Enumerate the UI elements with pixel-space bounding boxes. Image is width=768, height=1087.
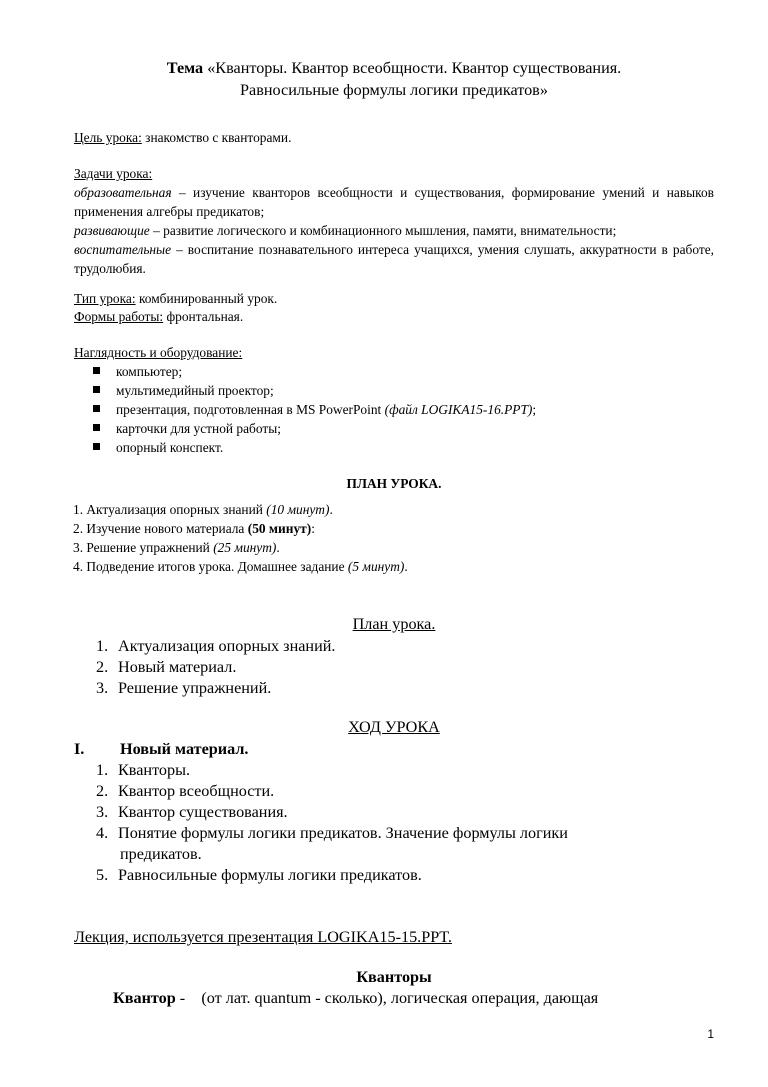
work-form: Формы работы: фронтальная.	[74, 309, 244, 324]
goal-text: знакомство с кванторами.	[141, 130, 292, 145]
plan-item: 2. Изучение нового материала (50 минут):	[73, 521, 315, 536]
plan2-heading: План урока.	[352, 615, 436, 633]
course-heading: ХОД УРОКА	[348, 718, 440, 736]
lesson-tasks	[74, 164, 714, 278]
tasks-label: Задачи урока:	[74, 166, 153, 181]
lecture-note: Лекция, используется презентация LOGIKA15-15.PPT.	[74, 928, 452, 946]
plan-list	[73, 500, 713, 576]
section-number: I.	[74, 740, 85, 758]
task-developing: развивающие – развитие логического и комбинационного мышления, памяти, внимательности;	[74, 223, 617, 238]
equipment-item: карточки для устной работы;	[93, 419, 281, 438]
plan-heading: ПЛАН УРОКА.	[346, 476, 442, 491]
plan-item: 3. Решение упражнений (25 минут).	[73, 540, 280, 555]
plan-item: 1. Актуализация опорных знаний (10 минут).	[73, 502, 333, 517]
task-educational: образовательная – изучение кванторов всеобщности и существования, формирование умений и навыков применения алгебры предикатов;	[74, 185, 714, 219]
title-line-1: «Кванторы. Квантор всеобщности. Квантор существования.	[203, 59, 622, 77]
goal-label: Цель урока:	[74, 130, 142, 145]
course-item-continuation: предикатов.	[120, 845, 202, 863]
title-label: Тема	[166, 59, 204, 77]
document-title	[74, 57, 714, 101]
equipment-label: Наглядность и оборудование:	[74, 345, 243, 360]
page-number: 1	[707, 1027, 714, 1041]
quantors-heading: Кванторы	[356, 968, 432, 986]
course-item: 3. Квантор существования.	[96, 803, 288, 821]
plan2-item: 2. Новый материал.	[96, 658, 237, 676]
plan-item: 4. Подведение итогов урока. Домашнее задание (5 минут).	[73, 559, 408, 574]
course-item: 4. Понятие формулы логики предикатов. Значение формулы логики	[96, 824, 568, 842]
equipment-item: опорный конспект.	[93, 438, 223, 457]
bullet-icon	[93, 367, 100, 374]
lesson-goal	[74, 128, 714, 147]
bullet-icon	[93, 386, 100, 393]
quantors-definition: Квантор - (от лат. quantum - сколько), логическая операция, дающая	[113, 989, 599, 1007]
equipment-item: презентация, подготовленная в MS PowerPoint (файл LOGIKA15-16.PPT);	[93, 400, 536, 419]
plan2-item: 3. Решение упражнений.	[96, 679, 272, 697]
course-item: 1. Кванторы.	[96, 761, 191, 779]
bullet-icon	[93, 424, 100, 431]
course-item: 2. Квантор всеобщности.	[96, 782, 275, 800]
bullet-icon	[93, 443, 100, 450]
plan2-item: 1. Актуализация опорных знаний.	[96, 637, 336, 655]
bullet-icon	[93, 405, 100, 412]
equipment-item: компьютер;	[93, 362, 182, 381]
lesson-type: Тип урока: комбинированный урок.	[74, 291, 278, 306]
title-line-2: Равносильные формулы логики предикатов»	[240, 81, 548, 99]
course-item: 5. Равносильные формулы логики предикатов.	[96, 866, 422, 884]
task-upbringing: воспитательные – воспитание познавательного интереса учащихся, умения слушать, аккуратности в работе, трудолюбия.	[74, 242, 714, 276]
equipment-item: мультимедийный проектор;	[93, 381, 274, 400]
section-title: Новый материал.	[120, 740, 249, 758]
